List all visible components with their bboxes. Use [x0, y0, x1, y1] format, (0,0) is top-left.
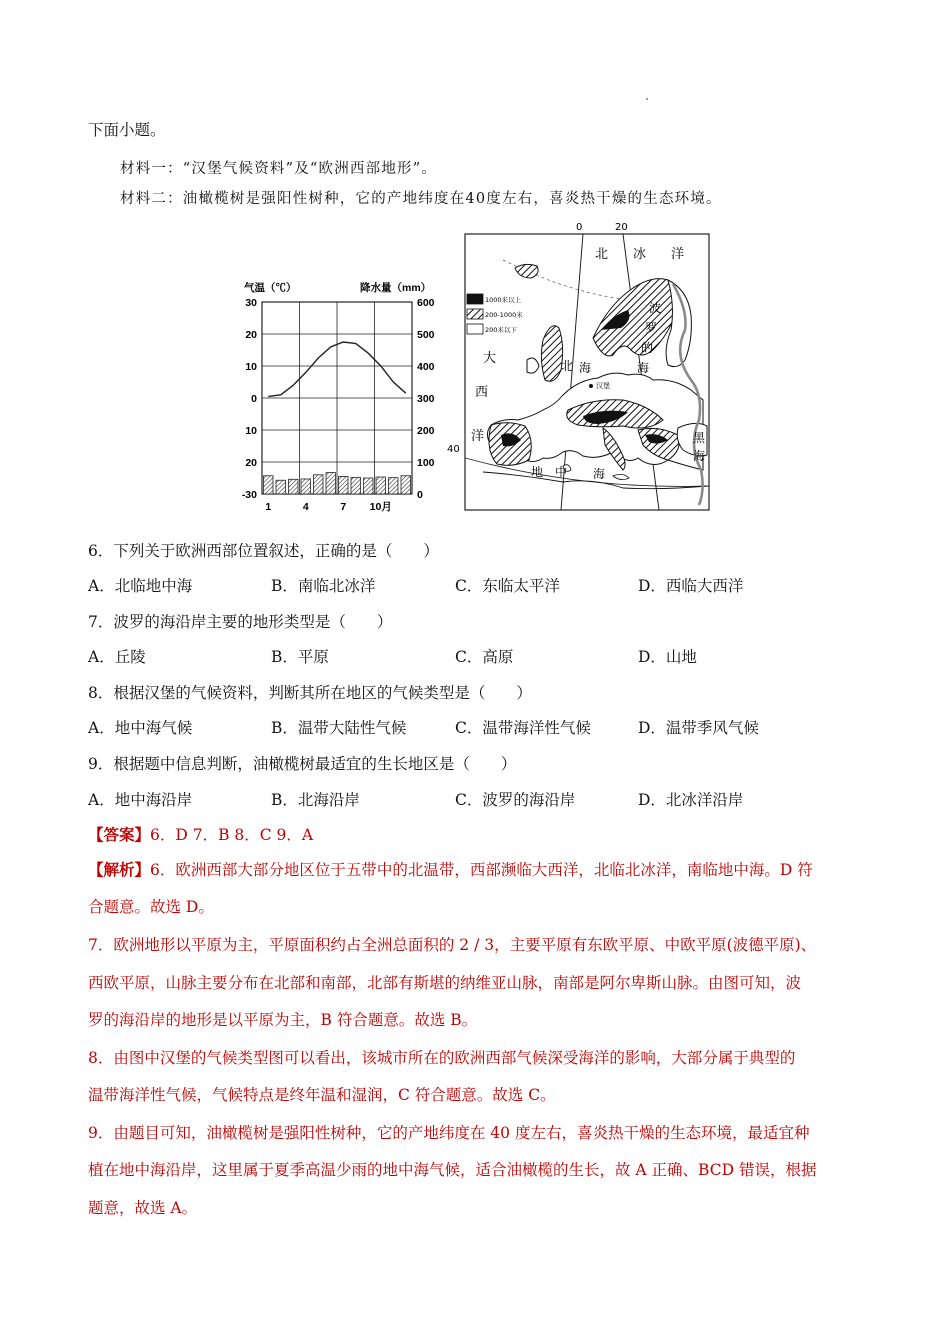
analysis-line-9: 植在地中海沿岸，这里属于夏季高温少雨的地中海气候，适合油橄榄的生长，故 A 正确、BCD 错误，根据 — [88, 1161, 817, 1179]
temp-tick-label: 20 — [245, 457, 257, 469]
precip-tick-label: 200 — [417, 425, 435, 437]
north-sea-label-1: 北 — [561, 359, 574, 373]
chart-grid — [262, 302, 412, 494]
med-label-3: 海 — [593, 467, 606, 481]
arctic-label-1: 北 — [595, 247, 609, 262]
atlantic-label-2: 西 — [475, 385, 489, 400]
month-tick-label: 1 — [265, 501, 272, 513]
q7-option-c: C．高原 — [455, 648, 514, 666]
analysis-line-2: 合题意。故选 D。 — [88, 898, 214, 916]
precip-tick-label: 300 — [417, 393, 435, 405]
q9-option-b: B．北海沿岸 — [271, 791, 360, 809]
q6-option-d: D．西临大西洋 — [638, 577, 744, 595]
precip-bar — [289, 479, 299, 494]
hamburg-climate-chart — [232, 272, 444, 518]
q7-option-b: B．平原 — [271, 648, 329, 666]
precip-tick-label: 500 — [417, 329, 435, 341]
black-sea-label-1: 黑 — [693, 431, 706, 445]
q9-option-d: D．北冰洋沿岸 — [638, 791, 744, 809]
legend-below-200: 200米以下 — [485, 326, 517, 334]
intro-text: 下面小题。 — [88, 121, 166, 139]
precip-bar — [401, 476, 411, 494]
atlantic-label-3: 洋 — [471, 429, 485, 444]
material-2: 材料二：油橄榄树是强阳性树种，它的产地纬度在40度左右，喜炎热干燥的生态环境。 — [120, 191, 722, 207]
analysis-text-1: 6．欧洲西部大部分地区位于五带中的北温带，西部濒临大西洋，北临北冰洋，南临地中海。D 符 — [150, 861, 813, 879]
precip-tick-label: 400 — [417, 361, 435, 373]
north-sea-label-2: 海 — [579, 361, 592, 375]
lon-0-label: 0 — [576, 222, 583, 233]
legend-above-1000: 1000米以上 — [485, 296, 522, 304]
answer-line — [88, 823, 313, 845]
q7-option-d: D．山地 — [638, 648, 697, 666]
temp-tick-label: -30 — [241, 489, 257, 501]
precip-bar — [326, 473, 336, 494]
analysis-tag: 【解析】 — [88, 860, 151, 879]
lon-20-label: 20 — [615, 222, 628, 233]
q8-option-a: A．地中海气候 — [88, 719, 193, 737]
arctic-label-2: 冰 — [633, 247, 647, 262]
question-7-stem: 7．波罗的海沿岸主要的地形类型是（ ） — [88, 613, 393, 631]
precip-bar — [364, 478, 374, 494]
hamburg-marker — [589, 384, 593, 388]
analysis-line-1 — [88, 858, 813, 880]
month-tick-label: 4 — [302, 501, 309, 513]
precip-bar — [264, 476, 274, 494]
q8-option-c: C．温带海洋性气候 — [455, 719, 591, 737]
q8-option-b: B．温带大陆性气候 — [271, 719, 407, 737]
q7-option-a: A．丘陵 — [88, 648, 146, 666]
q6-option-c: C．东临太平洋 — [455, 577, 560, 595]
analysis-line-10: 题意，故选 A。 — [88, 1199, 198, 1217]
baltic-label-1: 波 — [649, 301, 662, 315]
q9-option-a: A．地中海沿岸 — [88, 791, 193, 809]
precip-bar — [301, 479, 311, 494]
analysis-line-6: 8．由图中汉堡的气候类型图可以看出，该城市所在的欧洲西部气候深受海洋的影响，大部分属于典型的 — [88, 1049, 796, 1067]
black-sea-label-2: 海 — [693, 449, 706, 463]
question-6-stem: 6．下列关于欧洲西部位置叙述，正确的是（ ） — [88, 542, 439, 560]
question-8-stem: 8．根据汉堡的气候资料，判断其所在地区的气候类型是（ ） — [88, 684, 532, 702]
temp-tick-label: 0 — [251, 393, 257, 405]
hamburg-label: 汉堡 — [596, 382, 610, 390]
precip-axis-title: 降水量（mm） — [360, 282, 432, 294]
precip-bar — [376, 477, 386, 494]
q9-option-c: C．波罗的海沿岸 — [455, 791, 576, 809]
precip-bar — [389, 478, 399, 494]
precip-bar — [339, 476, 349, 494]
temp-tick-label: 10 — [245, 361, 257, 373]
baltic-label-2: 罗 — [645, 321, 658, 335]
baltic-label-4: 海 — [637, 361, 650, 375]
temp-axis — [242, 297, 257, 501]
med-label-1: 地 — [531, 465, 544, 479]
analysis-line-4: 西欧平原，山脉主要分布在北部和南部，北部有斯堪的纳维亚山脉，南部是阿尔卑斯山脉。由图可知，波 — [88, 974, 802, 992]
scan-speck — [646, 98, 648, 100]
temp-tick-label: 20 — [245, 329, 257, 341]
month-tick-label: 7 — [340, 501, 347, 513]
temp-tick-label: 30 — [245, 297, 257, 309]
precip-tick-label: 600 — [417, 297, 435, 309]
precip-tick-label: 100 — [417, 457, 435, 469]
lat-40-label: 40 — [447, 444, 460, 455]
q6-option-b: B．南临北冰洋 — [271, 577, 376, 595]
precip-bar — [276, 480, 286, 494]
map-legend — [467, 294, 523, 334]
western-europe-terrain-map — [447, 220, 711, 512]
precip-axis — [417, 297, 435, 501]
legend-200-1000: 200-1000米 — [485, 311, 523, 319]
q6-option-a: A．北临地中海 — [88, 577, 193, 595]
precip-bar — [314, 475, 324, 494]
analysis-line-8: 9．由题目可知，油橄榄树是强阳性树种，它的产地纬度在 40 度左右，喜炎热干燥的生态环境，最适宜种 — [88, 1124, 810, 1142]
answer-text: 6．D 7．B 8．C 9．A — [150, 826, 314, 844]
answer-tag: 【答案】 — [88, 825, 151, 844]
month-axis — [265, 500, 392, 513]
material-1: 材料一：“汉堡气候资料”及“欧洲西部地形”。 — [120, 161, 438, 177]
month-tick-label: 10月 — [369, 501, 392, 513]
temp-tick-label: 10 — [245, 425, 257, 437]
analysis-line-7: 温带海洋性气候，气候特点是终年温和湿润，C 符合题意。故选 C。 — [88, 1086, 556, 1104]
precip-bar — [351, 477, 361, 494]
baltic-label-3: 的 — [641, 341, 654, 355]
analysis-line-3: 7．欧洲地形以平原为主，平原面积约占全洲总面积的 2 / 3，主要平原有东欧平原、中欧平原(波德平原)、 — [88, 936, 817, 954]
question-9-stem: 9．根据题中信息判断，油橄榄树最适宜的生长地区是（ ） — [88, 755, 517, 773]
temp-axis-title: 气温（℃） — [244, 282, 297, 294]
arctic-label-3: 洋 — [671, 247, 685, 262]
med-label-2: 中 — [555, 465, 568, 479]
analysis-line-5: 罗的海沿岸的地形是以平原为主，B 符合题意。故选 B。 — [88, 1011, 478, 1029]
precip-tick-label: 0 — [417, 489, 423, 501]
atlantic-label-1: 大 — [483, 351, 497, 366]
q8-option-d: D．温带季风气候 — [638, 719, 759, 737]
